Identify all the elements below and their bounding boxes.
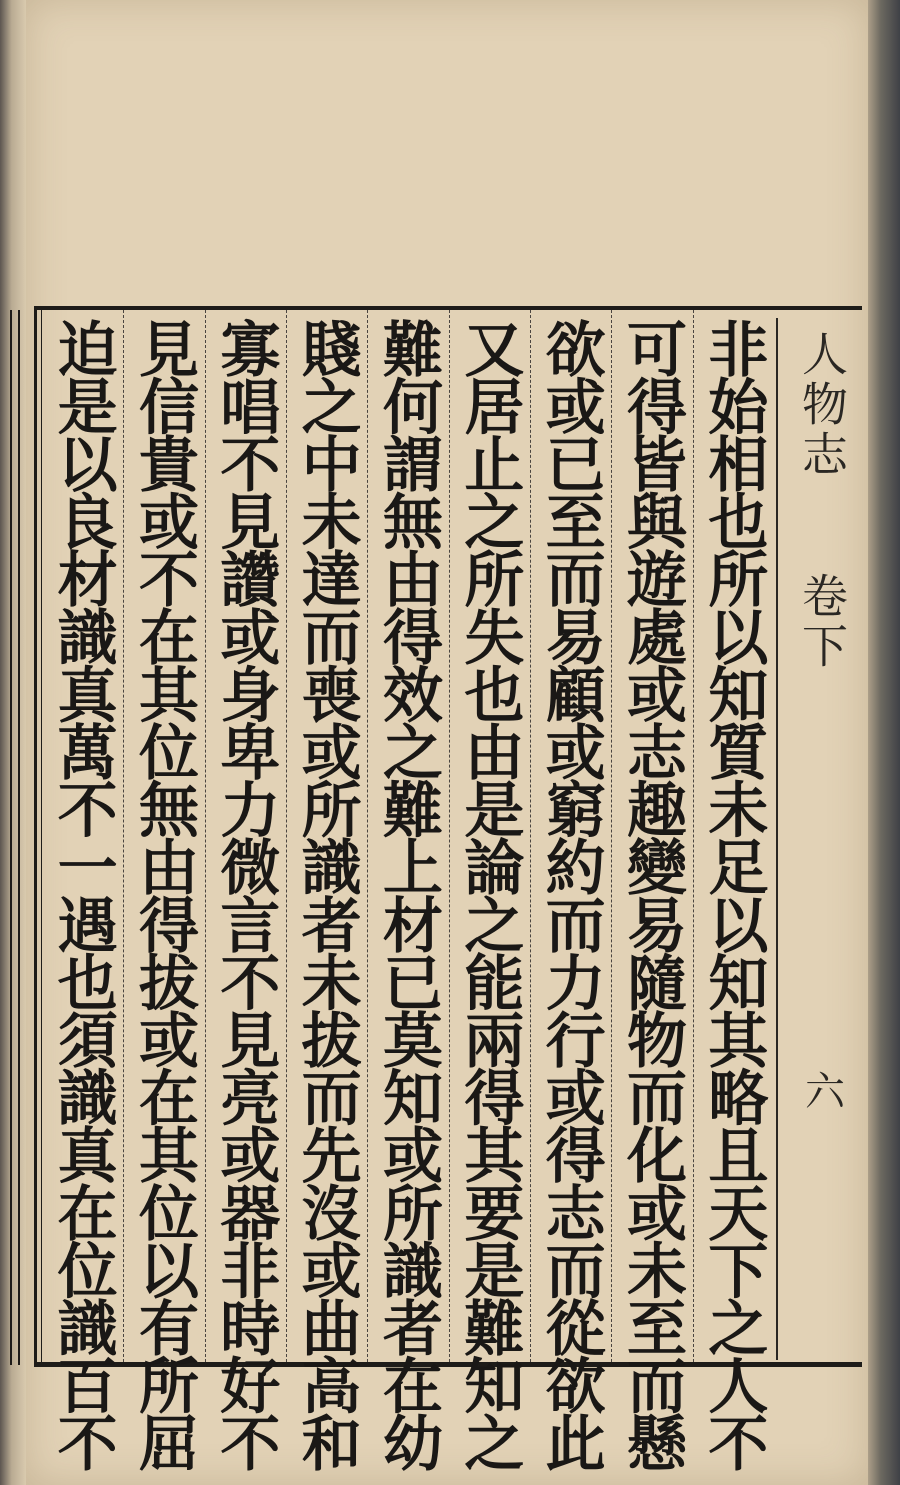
margin-folio	[776, 1070, 868, 1110]
text-frame	[34, 306, 862, 1471]
text-column-6	[286, 310, 367, 1471]
text-column-3	[530, 310, 611, 1471]
margin-section-text: 卷下	[795, 572, 849, 672]
column-text: 寡唱不見讚或身卑力微言不見亮或器非時好不	[210, 318, 281, 1471]
column-text: 見信貴或不在其位無由得拔或在其位以有所屈	[129, 318, 199, 1471]
text-column-1	[693, 310, 774, 1471]
column-text: 迫是以良材識真萬不一遇也須識真在位識百不	[47, 318, 118, 1471]
previous-page-edge	[0, 0, 26, 1485]
previous-page-border	[10, 310, 20, 1365]
column-text: 賤之中未達而喪或所識者未拔而先沒或曲高和	[291, 318, 362, 1471]
text-column-5	[367, 310, 448, 1471]
column-text: 欲或已至而易顧或窮約而力行或得志而從欲此	[535, 318, 606, 1471]
text-column-9	[42, 310, 123, 1471]
margin-section	[776, 572, 868, 672]
text-column-4	[449, 310, 530, 1471]
column-text: 可得皆與遊處或志趣變易隨物而化或未至而懸	[617, 318, 687, 1471]
text-column-7	[205, 310, 286, 1471]
book-page	[26, 0, 868, 1485]
folio-number: 六	[798, 1070, 845, 1110]
column-text: 非始相也所以知質未足以知其略且天下之人不	[698, 318, 769, 1471]
margin-title-text: 人物志	[795, 330, 849, 480]
book-edge	[868, 0, 900, 1485]
margin-title	[776, 330, 868, 480]
text-column-2	[611, 310, 692, 1471]
column-text: 又居止之所失也由是論之能兩得其要是難知之	[454, 318, 525, 1471]
column-text: 難何謂無由得效之難上材已莫知或所識者在幼	[373, 318, 443, 1471]
text-column-8	[123, 310, 204, 1471]
